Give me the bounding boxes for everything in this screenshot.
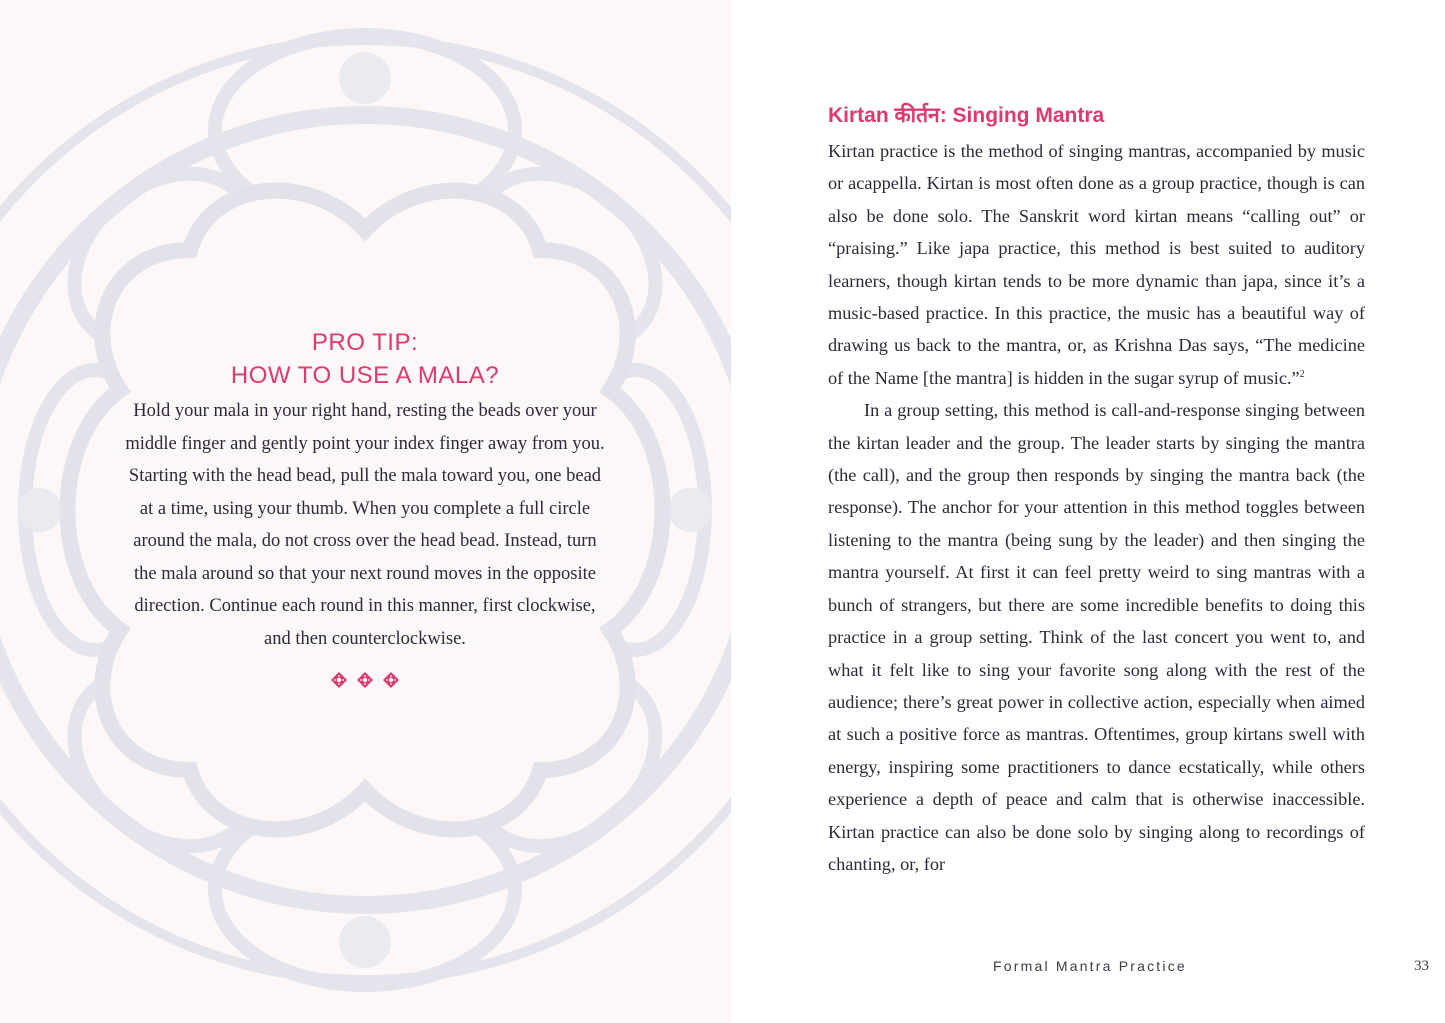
footnote-marker: 2 (1299, 368, 1305, 380)
section-heading: Kirtan कीर्तन: Singing Mantra (828, 104, 1105, 127)
pro-tip-title (120, 326, 610, 392)
floral-diamond-icon (331, 672, 347, 688)
running-footer: Formal Mantra Practice (993, 958, 1187, 974)
floral-diamond-icon (383, 672, 399, 688)
body-text (828, 135, 1365, 880)
pro-tip-body: Hold your mala in your right hand, resting the beads over your middle finger and gently point your index finger away from you. Starting with the head bead, pull the mala toward you, one bead at a time, using your thumb. When you complete a full circle around the mala, do not cross over the head bead. Instead, turn the mala around so that your next round moves in the opposite direction. Continue each round in this manner, first clockwise, and then counterclockwise. (125, 401, 605, 649)
paragraph-2: In a group setting, this method is call-and-response singing between the kirtan leader and the group. The leader starts by singing the mantra (the call), and the group then responds by singing the mantra back (the response). The anchor for your attention in this method toggles between listening to the mantra (being sung by the leader) and then singing the mantra yourself. At first it can feel pretty weird to sing mantras with a bunch of strangers, but there are some incredible benefits to doing this practice in a group setting. Think of the last concert you went to, and what it felt like to sing your favorite song along with the rest of the audience; there’s great power in collective action, especially when aimed at such a positive force as mantras. Oftentimes, group kirtans swell with energy, inspiring some practitioners to dance ecstatically, while others experience a depth of peace and calm that is otherwise inaccessible. Kirtan practice can also be done solo by singing along to recordings of chanting, or, for (828, 400, 1365, 874)
pro-tip-title-line2: HOW TO USE A MALA? (230, 362, 500, 389)
paragraph-1 (828, 135, 1365, 394)
paragraph-1-text: Kirtan practice is the method of singing mantras, accompanied by music or acappella. Kirtan is most often done as a group practice, though is can also be done solo. The Sanskrit word kirtan means “calling out” or “praising.” Like japa practice, this method is best suited to auditory learners, though kirtan tends to be more dynamic than japa, since it’s a music-based practice. In this practice, the music has a beautiful way of drawing us back to the mantra, or, as Krishna Das says, “The medicine of the Name [the mantra] is hidden in the sugar syrup of music.” (828, 141, 1365, 388)
right-page (731, 0, 1445, 1023)
pro-tip-title-line1: PRO TIP: (311, 329, 419, 356)
page-number: 33 (1414, 958, 1429, 974)
pro-tip-box (120, 326, 610, 688)
floral-diamond-icon (357, 672, 373, 688)
divider-ornament (120, 672, 610, 688)
